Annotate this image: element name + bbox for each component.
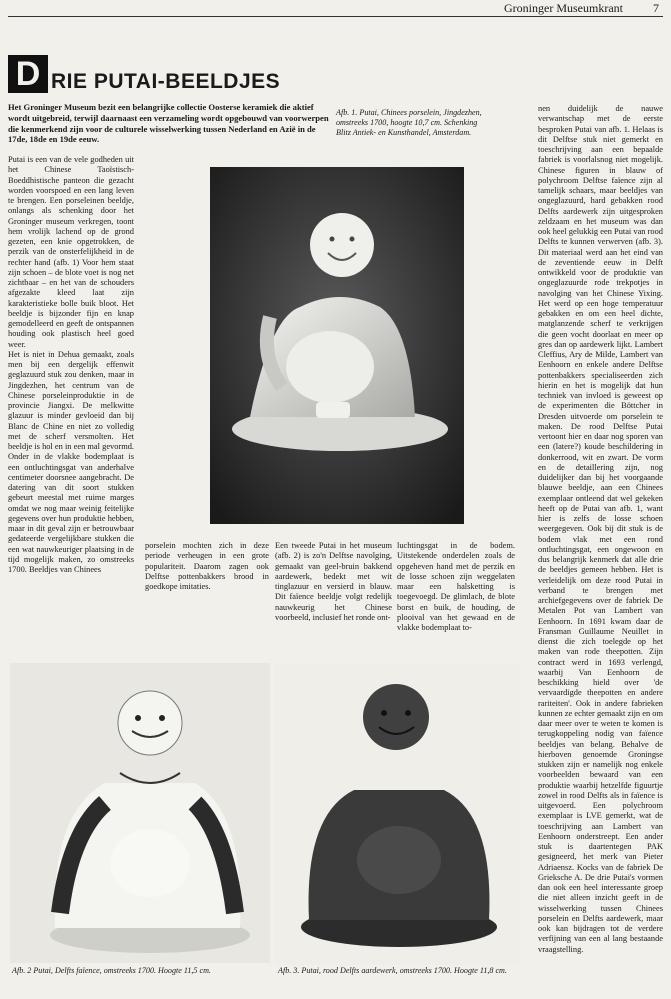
body-column-1 — [8, 155, 134, 575]
paragraph: Putai is een van de vele godheden uit het Chinese Taoïstisch-Boeddhistische panteon die gezacht worden voorspoed en een lang leven te brengen. Een porseleinen beeldje, onlangs als schenking door het Groninger museum verkregen, toont hem vrolijk lachend op de grond gezeten, een knie opgetrokken, de perzik van de onsterfelijkheid in de rechter hand (afb. 1) Voor hem staat zijn schoen – de blote voet is nog net zichtbaar – en het van de schouders afgezakte kleed laat zijn karakteristieke bolle buik bloot. Het beeldje is bijzonder fijn en knap gemodelleerd en geeft de ontspannen houding ook plastisch heel goed weer. — [8, 155, 134, 349]
photo-putai-porcelain — [210, 167, 464, 524]
article-title — [8, 55, 408, 97]
body-column-right: nen duidelijk de nauwe verwantschap met de eerste besproken Putai van afb. 1. Helaas is dit Delftse stuk niet gemerkt en toeschrijving aan een bepaalde fabriek is voorlalsnog niet mogelijk. Chinese figuren in blauw of polychroom Delftse faïence zijn al tamelijk schaars, maar beeldjes van ongeglazuurd, hard gebakken rood Delfts aardewerk zijn uitgesproken zeldzaam en het museum was dan ook heel gelukkig een Putai van rood Delfts te kunnen verwerven (afb. 3). Dit materiaal werd aan het eind van de zeventiende eeuw in Delft ontwikkeld voor de produktie van ongeglazuurde rode trekpotjes in navolging van het Chinese Yixing. Het werd op een hoge temperatuur gebakken en om een heel dichte, matglanzende scherf te verkrijgen die geen vocht doorlaat en meer op gres dan op aardewerk lijkt. Lambert Cleffius, Ary de Milde, Lambert van Eenhoorn en enkele andere Delftse pottenbakkers specialiseerden zich hierin en het is mogelijk dat hun techniek van invloed is geweest op de experimenten die Böttcher in Dresden uitvoerde om porselein te maken. De rood Delftse Putai vertoont hier en daar nog sporen van een (latere?) koude beschildering in donkerrood, wit en zwart. De vorm en de detaillering zijn, nog duidelijker dan bij het voorgaande blauwe beeldje, aan een Chinees exemplaar ontleend dat wel gekeken heeft op de Putai van afb. 1, want hier is zelfs de losse schoen weergegeven. Ook bij dit stuk is de bodem vlak met een rond ontluchtingsgat, een ongewoon en dus belangrijk kenmerk dat alle drie de beeldjes gemeen hebben. Het is verleidelijk om deze rood Putai in verband te brengen met archiefgegevens over de fabriek De Metalen Pot van Lambert van Eenhoorn. In 1691 kwam daar de Fransman Guillaume Neuillet in dienst die zich toelegde op het maken van rode theepotten. Zijn contract werd in 1693 verlengd, waarbij Van Eenhoorn de beschikking hield over 'de vervaardigde theepotten en andere rariteiten'. Ook in andere fabrieken kunnen ze echter gemaakt zijn en om daar meer over te weten te komen is terugkoppeling nodig van faïence beeldjes van belang. Behalve de hierboven genoemde Groningse stukken zijn er namelijk nog enkele voorbeelden bewaard van een produktie waarbij hetzelfde figuurtje zowel in rood Delfts als in faïence is uitgevoerd. Een polychroom exemplaar is LVE gemerkt, wat de toeschrijving aan Lambert van Eenhoorn onderstreept. Een ander stuk is daartentegen PAK gesigneerd, het merk van Pieter Adriaensz. Kocks van de fabriek De Grieksche A. De drie Putai's vormen dan ook een heel interessante groep die niet alleen inzicht geeft in de wisselwerking tussen Chinees porselein en Delfts aardewerk, maar ook kan bijdragen tot de verdere verfijning van een al lang bestaande vraagstelling. — [538, 104, 663, 954]
publication-name: Groninger Museumkrant — [504, 1, 623, 15]
body-column-3: Een tweede Putai in het museum (afb. 2) is zo'n Delftse navolging, gemaakt van geel-bruin bakkend aardewerk, bedekt met wit tinglazuur en versierd in blauw. Dit faïence beeldje volgt redelijk nauwkeurig het Chinese voorbeeld, inclusief het ronde ont- — [275, 541, 392, 622]
caption-figure-1: Afb. 1. Putai, Chinees porselein, Jingdezhen, omstreeks 1700, hoogte 10,7 cm. Schenking Blitz Antiek- en Kunsthandel, Amsterdam. — [336, 108, 482, 137]
running-header — [8, 0, 663, 17]
page-number: 7 — [653, 1, 659, 15]
putai-porcelain-figure — [210, 167, 464, 524]
photo-putai-delft-faience — [10, 663, 270, 963]
body-column-4: luchtingsgat in de bodem. Uitstekende onderdelen zoals de opgeheven hand met de perzik en de losse schoen zijn weggelaten maar een halsketting is toegevoegd. De glimlach, de blote borst en buik, de houding, de plooival van het gewaad en de vlakke bodemplaat to- — [397, 541, 515, 632]
body-column-2: porselein mochten zich in deze periode verheugen in een grote populariteit. Daarom zagen ook Delftse pottenbakkers brood in goedkope imitaties. — [145, 541, 269, 591]
putai-faience-figure — [10, 663, 270, 963]
putai-red-delft-figure — [274, 665, 520, 965]
photo-putai-red-delft — [274, 665, 520, 965]
title-text: RIE PUTAI-BEELDJES — [51, 70, 281, 93]
caption-figure-3: Afb. 3. Putai, rood Delfts aardewerk, omstreeks 1700. Hoogte 11,8 cm. — [278, 966, 507, 975]
caption-figure-2: Afb. 2 Putai, Delfts faïence, omstreeks 1700. Hoogte 11,5 cm. — [12, 966, 211, 975]
title-drop-cap: D — [8, 55, 48, 93]
article-intro: Het Groninger Museum bezit een belangrijke collectie Oosterse keramiek die aktief wordt uitgebreid, terwijl daarnaast een verzameling wordt opgebouwd van voorwerpen die kenmerkend zijn voor de culturele wisselwerking tussen Nederland en Azië in de 17de, 18de en 19de eeuw. — [8, 102, 329, 145]
paragraph: Het is niet in Dehua gemaakt, zoals men bij een dergelijk effenwit geglazuurd stuk zou denken, maar in Jingdezhen, het centrum van de Chinese porseleinproduktie in de provincie Jiangxi. De melkwitte glazuur is minder gevloeid dan bij Blanc de Chine en niet zo volledig met de scherf versmolten. Het beeldje is hol en in een mal gevormd. Onder in de vlakke bodemplaat is een ontluchtingsgat van anderhalve centimeter doorsnee aangebracht. De datering van dit soort stukken gebeurt meestal met ruime marges omdat we nog maar weinig feitelijke gegevens over hun produktie hebben, maar in dit geval zijn er betrouwbaar gedateerde vergelijkbare stukken die een wat nauwkeuriger plaatsing in de tijd mogelijk maken, zo omstreeks 1700. Beeldjes van Chinees — [8, 349, 134, 574]
